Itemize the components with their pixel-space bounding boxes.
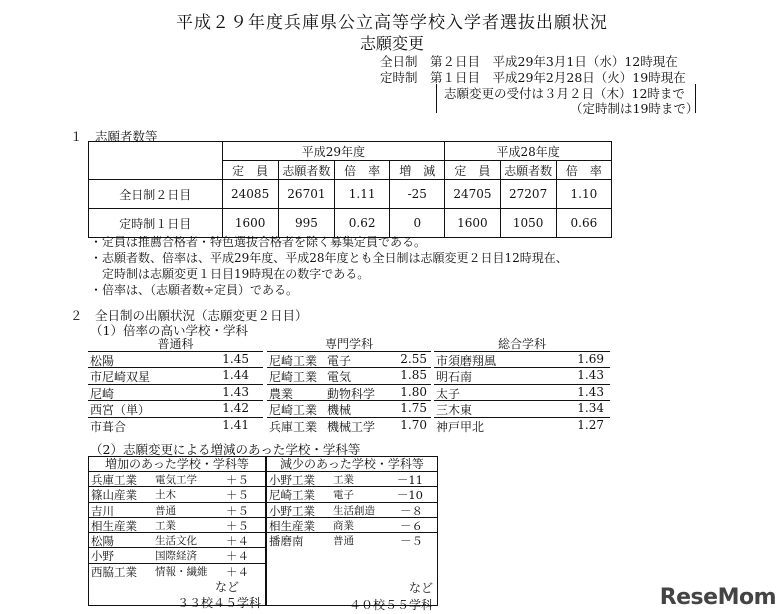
col-header: 倍 率 (335, 161, 390, 180)
increase-row (89, 472, 265, 486)
school-name: 尼崎工業 (269, 403, 318, 418)
increase-row (89, 502, 265, 517)
section2-heading: ２ 全日制の出願状況（志願変更２日目） (70, 308, 308, 323)
ratio: 1.70 (400, 417, 427, 432)
change-count: ＋４ (226, 534, 249, 549)
senmon-row (267, 400, 431, 416)
col-header: 志願者数 (500, 161, 556, 180)
table-row (89, 180, 612, 209)
school-name: 小野工業 (269, 473, 315, 487)
dept-name: 工業 (333, 474, 354, 486)
change-count: ＋５ (226, 518, 249, 533)
increase-header: 増加のあった学校・学科等 (89, 457, 265, 472)
decrease-row (267, 472, 437, 486)
dept-name: 生活創造 (333, 504, 375, 517)
sogo-row (434, 352, 610, 367)
cell: 26701 (278, 180, 334, 209)
note-line: ・倍率は、（志願者数÷定員）である。 (90, 283, 299, 297)
sogo-box (434, 337, 610, 433)
change-subheading: （2）志願変更による増減のあった学校・学科等 (90, 442, 361, 457)
cell: 0.66 (556, 209, 611, 238)
ratio: 1.69 (577, 352, 604, 366)
futsu-row (88, 417, 263, 433)
dept-name: 機械工学 (327, 419, 376, 434)
school-name: 吉川 (91, 503, 114, 518)
parttime-deadline-note: （定時制は19時まで） (570, 101, 699, 116)
section1-heading: １ 志願者数等 (70, 129, 158, 144)
increase-nado: など (214, 580, 239, 595)
futsu-row (88, 384, 263, 400)
ratio: 1.43 (577, 384, 604, 399)
page-title: 平成２９年度兵庫県公立高等学校入学者選抜出願状況 (176, 13, 608, 33)
sogo-row (434, 384, 610, 400)
dept-name: 情報・繊維 (155, 565, 208, 578)
ratio: 2.55 (400, 352, 427, 366)
sogo-row (434, 417, 610, 433)
change-count: －８ (400, 503, 423, 518)
note-line: ・定員は推薦合格者・特色選抜合格者を除く募集定員である。 (90, 235, 427, 249)
change-count: －５ (400, 534, 423, 549)
col-header: 定 員 (445, 161, 500, 180)
change-count: ＋５ (226, 503, 249, 518)
dept-name: 機械 (327, 403, 352, 418)
cell: 1600 (445, 209, 500, 238)
ratio: 1.75 (400, 401, 427, 416)
futsu-row (88, 367, 263, 383)
cell: 24705 (445, 180, 500, 209)
school-name: 尼崎工業 (269, 488, 315, 503)
ratio: 1.27 (577, 417, 604, 432)
increase-row (89, 486, 265, 501)
dept-name: 普通 (155, 504, 176, 517)
h28-header: 平成28年度 (445, 142, 612, 161)
dept-name: 電子 (327, 354, 352, 368)
cell: 1050 (500, 209, 556, 238)
school-name: 尼崎 (90, 386, 115, 401)
increase-nado-row (89, 578, 265, 594)
school-name: 農業 (269, 386, 294, 401)
senmon-row (267, 417, 431, 433)
decrease-total-row (267, 596, 437, 612)
cell: 1600 (222, 209, 278, 238)
col-header: 倍 率 (556, 161, 611, 180)
cell: 1.10 (556, 180, 611, 209)
futsu-row (88, 400, 263, 416)
increase-total: ３３校４５学科 (176, 596, 261, 611)
school-name: 兵庫工業 (91, 473, 137, 487)
decrease-row (267, 502, 437, 517)
dept-name: 電気 (327, 370, 352, 385)
school-name: 小野 (91, 549, 114, 564)
cell: 1.11 (335, 180, 390, 209)
senmon-row (267, 367, 431, 383)
dept-name: 生活文化 (155, 535, 197, 548)
col-header: 志願者数 (278, 161, 334, 180)
page-subtitle: 志願変更 (359, 34, 424, 53)
applicant-table (88, 141, 612, 238)
table-notes (90, 234, 568, 298)
school-name: 播磨南 (269, 534, 304, 549)
change-count: －10 (396, 488, 423, 503)
school-name: 市須磨翔風 (436, 354, 497, 368)
senmon-row (267, 352, 431, 367)
cell: 27207 (500, 180, 556, 209)
decrease-row (267, 532, 437, 547)
school-name: 西宮（単） (90, 403, 151, 418)
increase-total-row (89, 594, 265, 610)
change-count: ＋４ (226, 549, 249, 564)
row-label: 全日制２日目 (89, 180, 223, 209)
resemom-logo: ReseMom (659, 585, 776, 610)
school-name: 尼崎工業 (269, 370, 318, 385)
dept-name: 電気工学 (155, 474, 197, 486)
high-ratio-subheading: （1）倍率の高い学校・学科 (90, 323, 248, 338)
decrease-box (266, 456, 438, 612)
futsu-row (88, 352, 263, 367)
fulltime-date: 第２日目 平成29年3月1日（水）12時現在 (430, 54, 678, 69)
decrease-header: 減少のあった学校・学科等 (267, 457, 437, 472)
parttime-label: 定時制 (380, 70, 418, 85)
school-name: 市葺合 (90, 419, 127, 434)
ratio: 1.43 (222, 384, 249, 399)
ratio: 1.43 (577, 368, 604, 383)
dept-name: 国際経済 (155, 550, 197, 563)
parttime-date: 第１日目 平成29年2月28日（火）19時現在 (430, 70, 686, 85)
dept-name: 商業 (333, 519, 354, 532)
increase-box (88, 456, 266, 611)
futsu-header: 普通科 (88, 337, 263, 352)
sogo-row (434, 367, 610, 383)
increase-row (89, 532, 265, 547)
cell: 0.62 (335, 209, 390, 238)
change-count: ＋５ (226, 488, 249, 503)
decrease-nado-row (267, 579, 437, 595)
school-name: 小野工業 (269, 503, 315, 518)
increase-row (89, 517, 265, 532)
table-corner (89, 142, 223, 180)
ratio: 1.42 (222, 401, 249, 416)
note-line: 定時制は志願変更１日目19時現在の数字である。 (90, 267, 370, 281)
school-name: 明石南 (436, 370, 473, 385)
senmon-box (267, 337, 431, 433)
school-name: 西脇工業 (91, 564, 137, 579)
deadline-note: 志願変更の受付は３月２日（木）12時まで (444, 86, 685, 101)
ratio: 1.85 (400, 368, 427, 383)
school-name: 市尼崎双星 (90, 370, 151, 385)
change-count: －11 (396, 473, 423, 487)
ratio: 1.41 (222, 417, 249, 432)
school-name: 尼崎工業 (269, 354, 318, 368)
school-name: 松陽 (90, 354, 115, 368)
change-count: －６ (400, 518, 423, 533)
decrease-row (267, 517, 437, 532)
senmon-header: 専門学科 (267, 337, 431, 352)
futsu-box (88, 337, 263, 433)
school-name: 篠山産業 (91, 488, 137, 503)
ratio: 1.44 (222, 368, 249, 383)
note-line: ・志願者数、倍率は、平成29年度、平成28年度とも全日制は志願変更２日目12時現在、 (90, 251, 568, 265)
dept-name: 土木 (155, 489, 176, 502)
senmon-row (267, 384, 431, 400)
h29-header: 平成29年度 (222, 142, 445, 161)
cell: -25 (390, 180, 445, 209)
ratio: 1.80 (400, 384, 427, 399)
row-label: 定時制１日目 (89, 209, 223, 238)
decrease-row (267, 486, 437, 501)
change-count: ＋５ (226, 473, 249, 487)
dept-name: 動物科学 (327, 386, 376, 401)
school-name: 三木東 (436, 403, 473, 418)
ratio: 1.34 (577, 401, 604, 416)
school-name: 相生産業 (269, 518, 315, 533)
cell: 0 (390, 209, 445, 238)
dept-name: 工業 (155, 519, 176, 532)
sogo-row (434, 400, 610, 416)
increase-row (89, 547, 265, 562)
col-header: 定 員 (222, 161, 278, 180)
ratio: 1.45 (222, 352, 249, 366)
col-header: 増 減 (390, 161, 445, 180)
school-name: 神戸甲北 (436, 419, 485, 434)
dept-name: 電子 (333, 489, 354, 502)
school-name: 相生産業 (91, 518, 137, 533)
decrease-nado: など (408, 581, 433, 596)
cell: 995 (278, 209, 334, 238)
school-name: 松陽 (91, 534, 114, 549)
change-count: ＋４ (226, 564, 249, 579)
cell: 24085 (222, 180, 278, 209)
school-name: 太子 (436, 386, 461, 401)
school-name: 兵庫工業 (269, 419, 318, 434)
dept-name: 普通 (333, 535, 354, 548)
decrease-spacer (267, 547, 437, 579)
fulltime-label: 全日制 (380, 54, 418, 69)
decrease-total: ４０校５５学科 (348, 597, 433, 612)
increase-row (89, 563, 265, 578)
sogo-header: 総合学科 (434, 337, 610, 352)
